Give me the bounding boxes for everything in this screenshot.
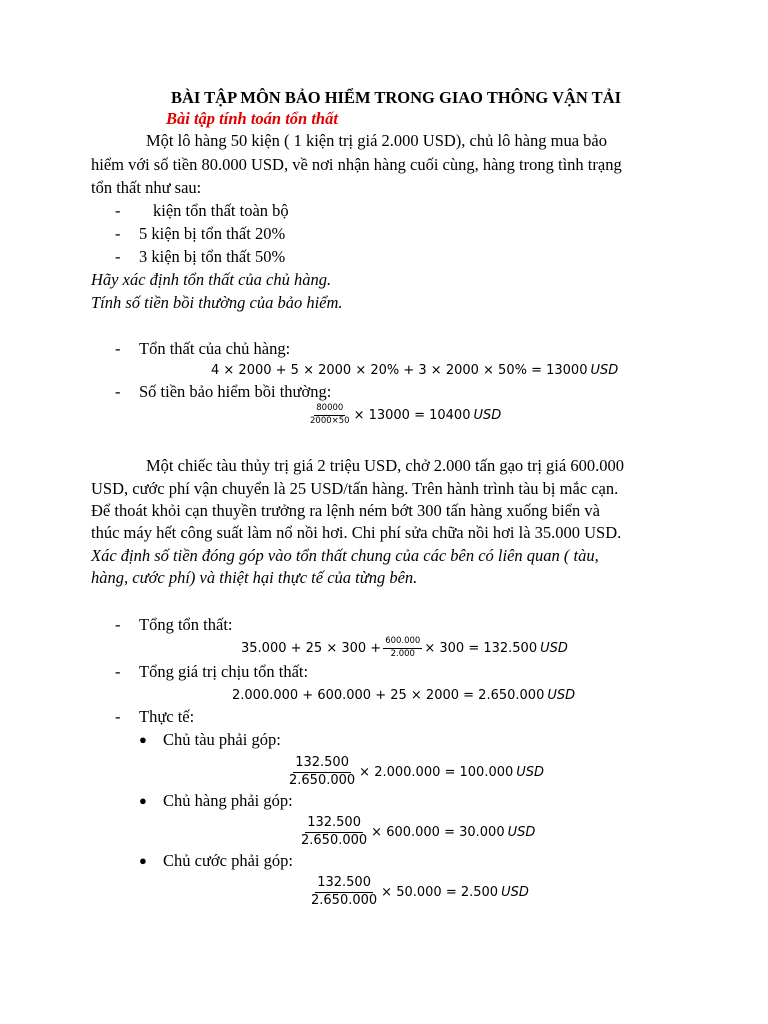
contribution-ship-fraction: [287, 756, 357, 788]
contribution-cargo-unit: USD: [507, 824, 536, 840]
dash-marker: -: [115, 339, 121, 358]
answer2-unit: USD: [473, 407, 502, 423]
answer1-label: Tổn thất của chủ hàng:: [139, 339, 291, 358]
contribution-cargo-label: Chủ hàng phải góp:: [163, 791, 293, 810]
problem1-intro-line-1: Một lô hàng 50 kiện ( 1 kiện trị giá 2.000 USD), chủ lô hàng mua bảo: [146, 131, 608, 150]
contribution-freight-label: Chủ cước phải góp:: [163, 851, 293, 870]
total-value-unit: USD: [547, 687, 576, 703]
fraction-denominator: 2000×50: [310, 415, 350, 426]
fraction-numerator: 600.000: [383, 637, 422, 648]
problem1-intro-line-3: tổn thất như sau:: [91, 178, 202, 197]
fraction-denominator: 2.650.000: [301, 832, 368, 848]
total-loss-formula: [241, 634, 568, 662]
loss-item-1: kiện tổn thất toàn bộ: [153, 201, 289, 220]
problem1-intro-line-2: hiểm với số tiền 80.000 USD, về nơi nhận hàng cuối cùng, hàng trong tình trạng: [91, 155, 622, 174]
bullet-marker: ●: [139, 793, 147, 808]
fraction-numerator: 132.500: [315, 876, 373, 892]
total-loss-expression-start: 35.000 + 25 × 300 +: [241, 640, 382, 656]
total-loss-fraction: [383, 637, 422, 659]
dash-marker: -: [115, 662, 121, 681]
contribution-freight-expression: × 50.000 = 2.500: [381, 884, 499, 900]
loss-item-3: 3 kiện bị tổn thất 50%: [139, 247, 286, 266]
bullet-marker: ●: [139, 853, 147, 868]
dash-marker: -: [115, 615, 121, 634]
total-value-label: Tổng giá trị chịu tổn thất:: [139, 662, 309, 681]
contribution-cargo-formula: [297, 810, 535, 854]
dash-marker: -: [115, 201, 121, 220]
contribution-ship-label: Chủ tàu phải góp:: [163, 730, 281, 749]
problem2-intro-line-2: USD, cước phí vận chuyển là 25 USD/tấn hàng. Trên hành trình tàu bị mắc cạn.: [91, 479, 619, 498]
answer2-formula: [306, 401, 501, 429]
answer2-fraction: [308, 404, 352, 426]
problem2-intro-line-4: thúc máy hết công suất làm nổ nồi hơi. Chi phí sửa chữa nồi hơi là 35.000 USD.: [91, 523, 622, 542]
fraction-denominator: 2.650.000: [289, 772, 356, 788]
loss-item-2: 5 kiện bị tổn thất 20%: [139, 224, 286, 243]
dash-marker: -: [115, 382, 121, 401]
problem2-question-line-1: Xác định số tiền đóng góp vào tổn thất chung của các bên có liên quan ( tàu,: [91, 546, 599, 565]
contribution-cargo-expression: × 600.000 = 30.000: [371, 824, 505, 840]
problem2-intro-line-1: Một chiếc tàu thủy trị giá 2 triệu USD, chở 2.000 tấn gạo trị giá 600.000: [146, 456, 624, 475]
problem2-question-line-2: hàng, cước phí) và thiệt hại thực tế của từng bên.: [91, 568, 418, 587]
problem1-question-2: Tính số tiền bồi thường của bảo hiểm.: [91, 293, 343, 312]
fraction-denominator: 2.650.000: [311, 892, 378, 908]
problem1-question-1: Hãy xác định tổn thất của chủ hàng.: [91, 270, 332, 289]
contribution-freight-fraction: [309, 876, 379, 908]
fraction-numerator: 132.500: [305, 816, 363, 832]
actual-label: Thực tế:: [139, 707, 195, 726]
answer1-expression: 4 × 2000 + 5 × 2000 × 20% + 3 × 2000 × 50% = 13000: [211, 362, 588, 378]
answer2-label: Số tiền bảo hiểm bồi thường:: [139, 382, 332, 401]
answer1-unit: USD: [590, 362, 619, 378]
dash-marker: -: [115, 247, 121, 266]
contribution-ship-expression: × 2.000.000 = 100.000: [359, 764, 514, 780]
fraction-numerator: 132.500: [293, 756, 351, 772]
total-loss-unit: USD: [540, 640, 568, 656]
contribution-freight-unit: USD: [501, 884, 529, 900]
total-loss-label: Tổng tổn thất:: [139, 615, 233, 634]
answer1-formula: [211, 356, 618, 384]
answer2-expression: × 13000 = 10400: [353, 407, 471, 423]
fraction-numerator: 80000: [314, 404, 345, 415]
contribution-ship-unit: USD: [516, 764, 545, 780]
contribution-ship-formula: [285, 750, 544, 794]
total-value-formula: [232, 681, 575, 709]
total-loss-expression-end: × 300 = 132.500: [424, 640, 538, 656]
dash-marker: -: [115, 224, 121, 243]
contribution-freight-formula: [307, 870, 529, 914]
document-title: BÀI TẬP MÔN BẢO HIỂM TRONG GIAO THÔNG VẬN TẢI: [170, 88, 621, 107]
bullet-marker: ●: [139, 732, 147, 747]
dash-marker: -: [115, 707, 121, 726]
contribution-cargo-fraction: [299, 816, 369, 848]
total-value-expression: 2.000.000 + 600.000 + 25 × 2000 = 2.650.000: [232, 687, 545, 703]
problem2-intro-line-3: Để thoát khỏi cạn thuyền trưởng ra lệnh ném bớt 300 tấn hàng xuống biển và: [91, 501, 600, 520]
fraction-denominator: 2.000: [390, 648, 415, 659]
document-subtitle: Bài tập tính toán tổn thất: [166, 109, 338, 128]
